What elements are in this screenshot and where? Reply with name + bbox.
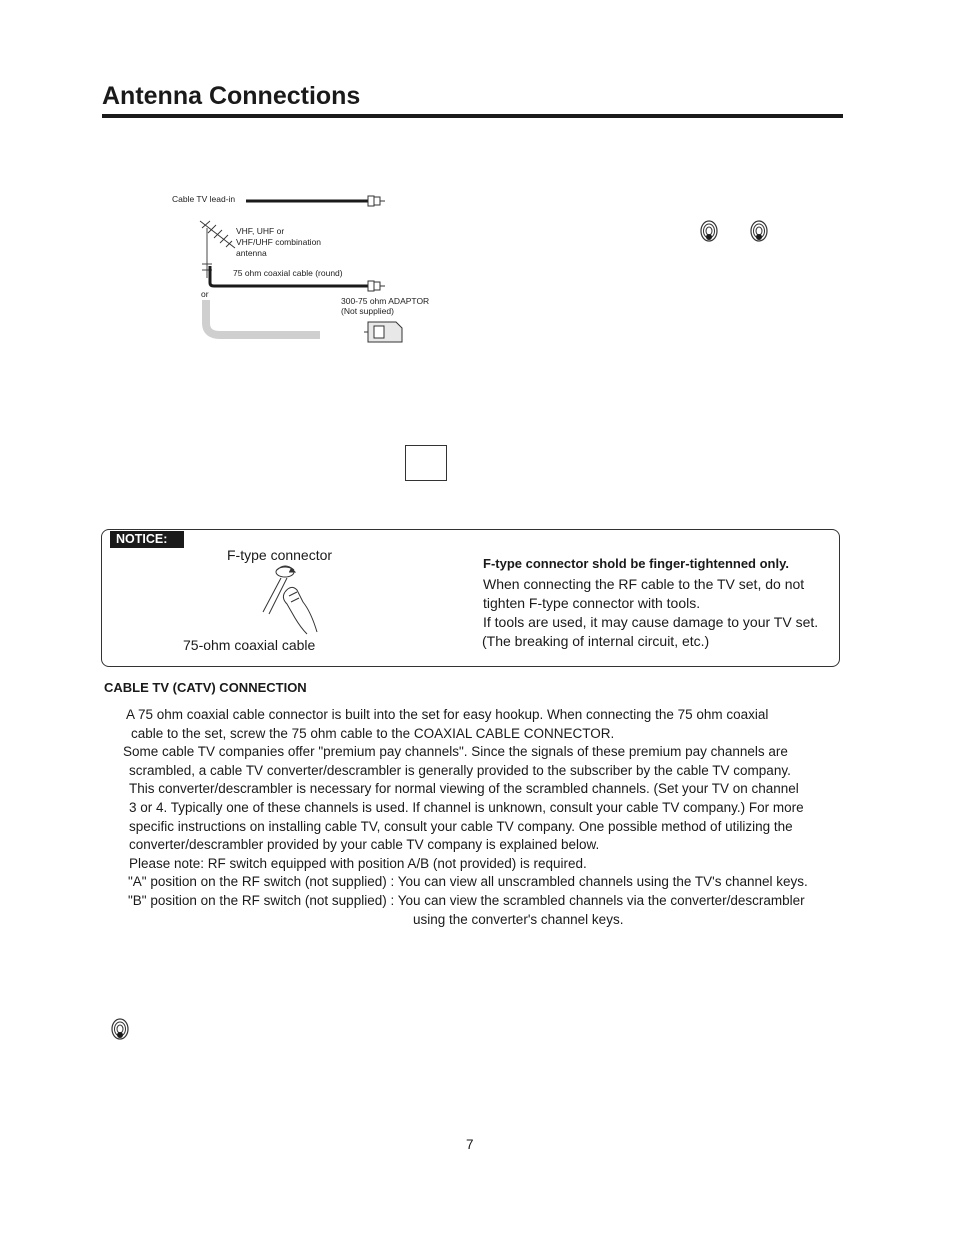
- catv-line: A 75 ohm coaxial cable connector is built into the set for easy hookup. When connecting the 75 ohm coaxial: [126, 707, 769, 722]
- adaptor-label: 300-75 ohm ADAPTOR (Not supplied): [341, 296, 430, 316]
- notice-tag: NOTICE:: [110, 531, 184, 548]
- coax-round-label: 75 ohm coaxial cable (round): [233, 268, 343, 278]
- catv-line: This converter/descrambler is necessary for normal viewing of the scrambled channels. (Set your TV on channel: [129, 781, 799, 797]
- hand-tightening-icon: [255, 562, 335, 638]
- catv-line: Please note: RF switch equipped with position A/B (not provided) is required.: [129, 855, 587, 871]
- title-rule: [102, 114, 843, 118]
- catv-line: 3 or 4. Typically one of these channels is used. If channel is unknown, consult your cable TV company.) For more: [129, 799, 804, 815]
- catv-line: using the converter's channel keys.: [413, 911, 624, 927]
- antenna-icon: [200, 221, 235, 278]
- catv-line: "B" position on the RF switch (not supplied) : You can view the scrambled channels via the converter/descrambler: [128, 892, 805, 908]
- f-connector-icon: [368, 196, 385, 206]
- catv-line: "A" position on the RF switch (not supplied) : You can view all unscrambled channels using the TV's channel keys.: [128, 874, 808, 890]
- empty-box: [405, 445, 447, 481]
- coaxial-jack-icon: [699, 219, 721, 247]
- notice-line: When connecting the RF cable to the TV set, do not: [483, 576, 805, 592]
- cable-tv-lead-in-label: Cable TV lead-in: [172, 194, 236, 204]
- notice-lines: [483, 575, 818, 651]
- catv-line: specific instructions on installing cable TV, consult your cable TV company. One possible method of utilizing the: [129, 818, 793, 834]
- catv-line: cable to the set, screw the 75 ohm cable to the COAXIAL CABLE CONNECTOR.: [131, 725, 615, 741]
- coaxial-jack-icon: [110, 1017, 132, 1045]
- catv-line: scrambled, a cable TV converter/descrambler is generally provided to the subscriber by the cable TV company.: [129, 762, 791, 778]
- catv-heading: CABLE TV (CATV) CONNECTION: [104, 680, 307, 695]
- notice-heading: F-type connector shold be finger-tightenned only.: [483, 556, 789, 571]
- notice-line: (The breaking of internal circuit, etc.): [482, 633, 710, 649]
- coaxial-jack-icon: [749, 219, 771, 247]
- notice-line: If tools are used, it may cause damage to your TV set.: [483, 614, 819, 630]
- notice-line: tighten F-type connector with tools.: [483, 595, 701, 611]
- f-type-connector-label: F-type connector: [227, 547, 333, 563]
- page-title: Antenna Connections: [102, 82, 361, 110]
- or-label: or: [201, 289, 209, 299]
- catv-line: converter/descrambler provided by your cable TV company is explained below.: [129, 837, 600, 853]
- coaxial-cable-label: 75-ohm coaxial cable: [183, 637, 316, 653]
- catv-body: [123, 706, 808, 929]
- catv-line: Some cable TV companies offer "premium pay channels". Since the signals of these premium pay channels are: [123, 744, 788, 760]
- page-number: 7: [466, 1137, 474, 1152]
- antenna-label: VHF, UHF or VHF/UHF combination antenna: [236, 226, 322, 258]
- adaptor-icon: [364, 322, 402, 342]
